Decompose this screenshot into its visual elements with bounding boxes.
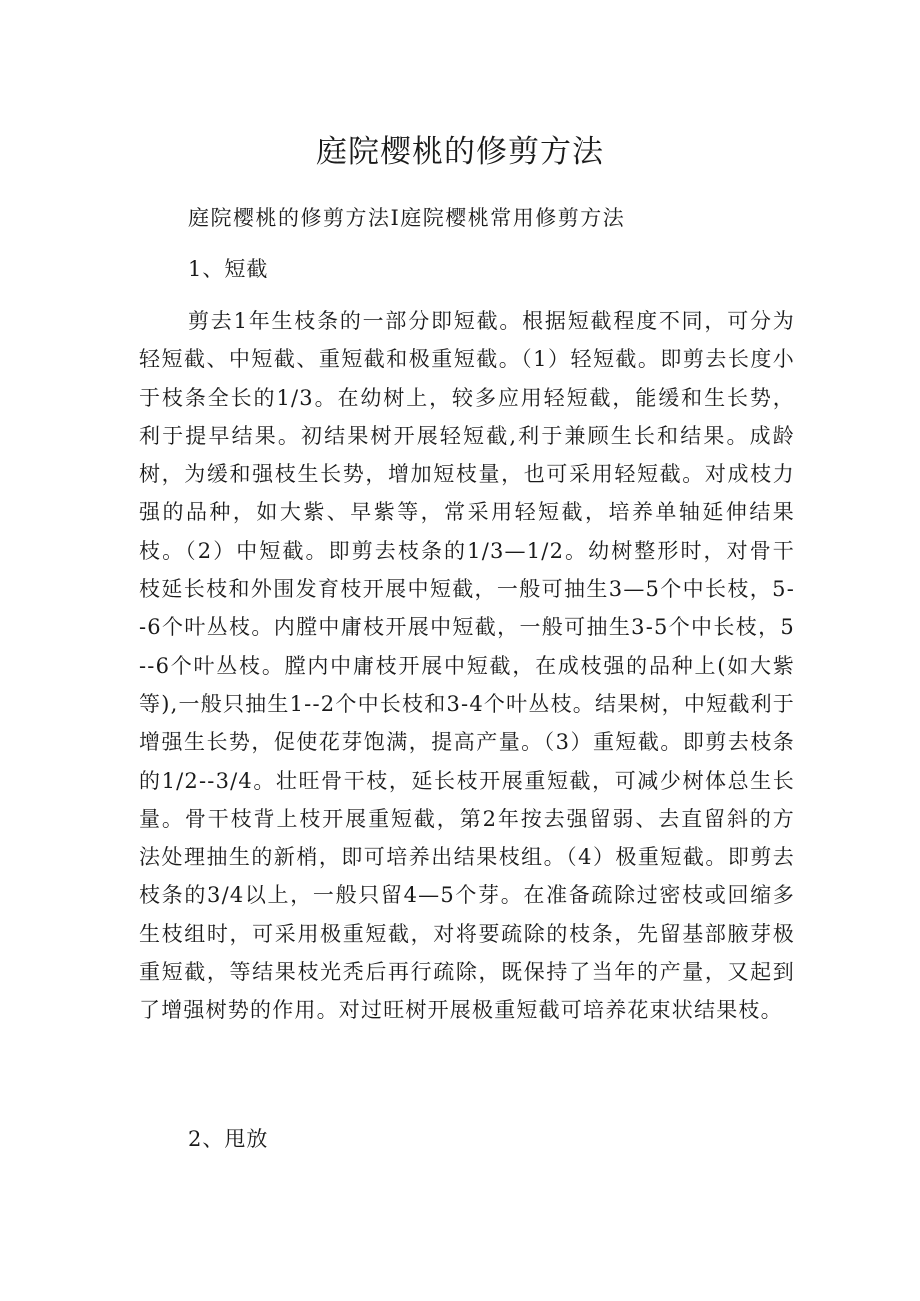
section-heading-2: 2、甩放 [188,1127,269,1151]
section-body-1: 剪去1年生枝条的一部分即短截。根据短截程度不同，可分为轻短截、中短截、重短截和极重短截。（1）轻短截。即剪去长度小于枝条全长的1/3。在幼树上，较多应用轻短截，能缓和生长势，利于提早结果。初结果树开展轻短截,利于兼顾生长和结果。成龄树，为缓和强枝生长势，增加短枝量，也可采用轻短截。对成枝力强的品种，如大紫、早紫等，常采用轻短截，培养单轴延伸结果枝。（2）中短截。即剪去枝条的1/3—1/2。幼树整形时，对骨干枝延长枝和外围发育枝开展中短截，一般可抽生3—5个中长枝，5--6个叶丛枝。内膛中庸枝开展中短截，一般可抽生3-5个中长枝，5--6个叶丛枝。膛内中庸枝开展中短截，在成枝强的品种上(如大紫等),一般只抽生1--2个中长枝和3-4个叶丛枝。结果树，中短截利于增强生长势，促使花芽饱满，提高产量。（3）重短截。即剪去枝条的1/2--3/4。壮旺骨干枝，延长枝开展重短截，可减少树体总生长量。骨干枝背上枝开展重短截，第2年按去强留弱、去直留斜的方法处理抽生的新梢，即可培养出结果枝组。（4）极重短截。即剪去枝条的3/4以上，一般只留4—5个芽。在准备疏除过密枝或回缩多生枝组时，可采用极重短截，对将要疏除的枝条，先留基部腋芽极重短截，等结果枝光秃后再行疏除，既保持了当年的产量，又起到了增强树势的作用。对过旺树开展极重短截可培养花束状结果枝。 [139,309,795,1023]
document-title: 庭院樱桃的修剪方法 [316,134,604,170]
section-heading-1: 1、短截 [188,257,269,281]
document-subtitle: 庭院樱桃的修剪方法Ⅰ庭院樱桃常用修剪方法 [188,206,626,230]
